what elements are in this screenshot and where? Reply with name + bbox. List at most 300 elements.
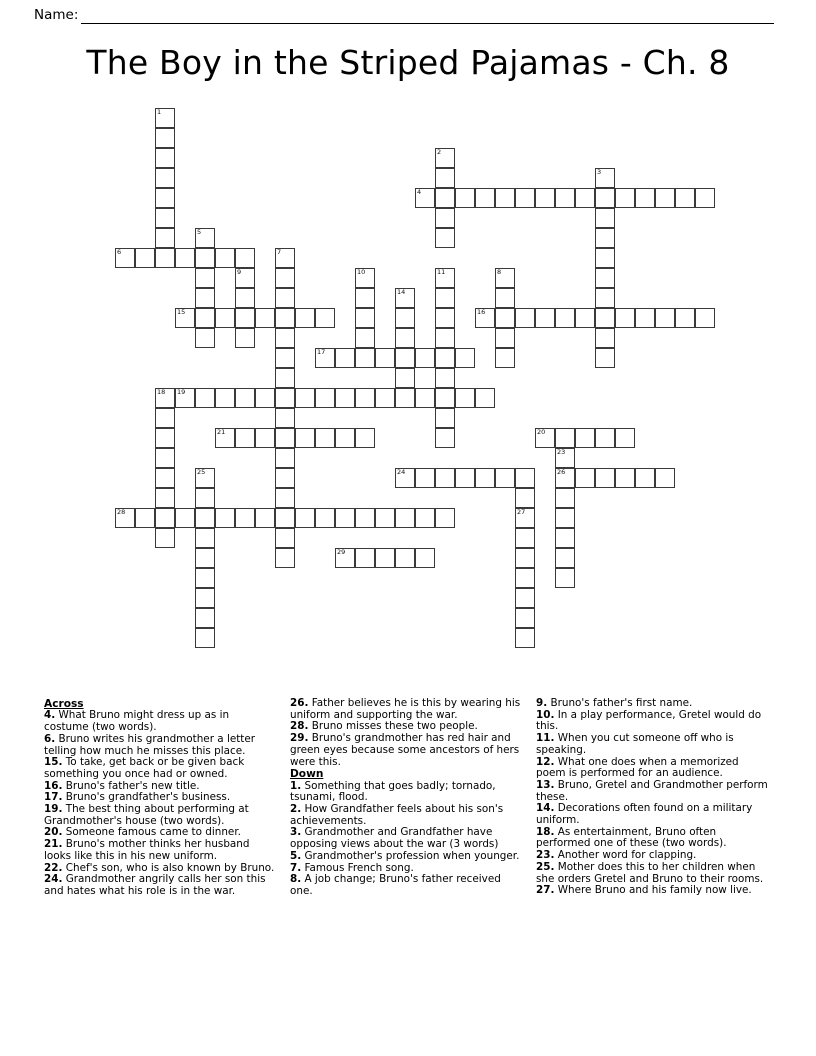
grid-cell[interactable] — [195, 308, 215, 328]
grid-cell[interactable] — [555, 548, 575, 568]
clue-number: 12. — [536, 755, 555, 768]
grid-cell[interactable] — [355, 508, 375, 528]
clue-number: 14. — [536, 802, 555, 815]
grid-cell-number: 2 — [437, 148, 442, 156]
grid-cell[interactable] — [255, 388, 275, 408]
grid-cell[interactable] — [295, 308, 315, 328]
grid-cell[interactable] — [475, 388, 495, 408]
grid-cell[interactable] — [155, 408, 175, 428]
clue-text: Bruno's grandfather's business. — [62, 791, 231, 804]
grid-cell-number: 20 — [537, 428, 546, 436]
grid-cell[interactable] — [375, 548, 395, 568]
grid-cell[interactable] — [275, 328, 295, 348]
grid-cell[interactable] — [395, 388, 415, 408]
grid-cell[interactable] — [335, 508, 355, 528]
grid-cell[interactable] — [675, 308, 695, 328]
grid-cell[interactable] — [275, 508, 295, 528]
grid-cell[interactable] — [195, 268, 215, 288]
grid-cell[interactable] — [435, 468, 455, 488]
clue-text: Bruno misses these two people. — [308, 720, 478, 733]
clue-number: 10. — [536, 708, 555, 721]
clue-text: Where Bruno and his family now live. — [554, 884, 752, 897]
grid-cell[interactable] — [515, 588, 535, 608]
grid-cell[interactable] — [515, 548, 535, 568]
grid-cell[interactable] — [275, 288, 295, 308]
grid-cell[interactable] — [555, 528, 575, 548]
grid-cell[interactable] — [155, 248, 175, 268]
grid-cell[interactable] — [635, 468, 655, 488]
clue-number: 19. — [44, 803, 63, 816]
grid-cell[interactable] — [515, 608, 535, 628]
grid-cell[interactable] — [475, 468, 495, 488]
grid-cell-number: 15 — [177, 308, 186, 316]
clue-number: 15. — [44, 756, 63, 769]
grid-cell[interactable] — [275, 528, 295, 548]
grid-cell[interactable] — [335, 548, 355, 568]
grid-cell-number: 8 — [497, 268, 502, 276]
clue-number: 2. — [290, 803, 302, 816]
grid-cell[interactable] — [195, 468, 215, 488]
grid-cell[interactable] — [435, 188, 455, 208]
grid-cell[interactable] — [375, 388, 395, 408]
clue-text: Father believes he is this by wearing his uniform and supporting the war. — [290, 697, 521, 721]
grid-cell-number: 14 — [397, 288, 406, 296]
grid-cell[interactable] — [395, 328, 415, 348]
grid-cell[interactable] — [635, 188, 655, 208]
grid-cell[interactable] — [435, 168, 455, 188]
grid-cell[interactable] — [515, 568, 535, 588]
grid-cell-number: 21 — [217, 428, 226, 436]
clue-item — [44, 874, 276, 897]
clue-number: 16. — [44, 779, 63, 792]
clue-item — [290, 874, 522, 897]
grid-cell[interactable] — [595, 428, 615, 448]
grid-cell[interactable] — [315, 388, 335, 408]
grid-cell[interactable] — [395, 288, 415, 308]
grid-cell-number: 17 — [317, 348, 326, 356]
grid-cell[interactable] — [275, 348, 295, 368]
grid-cell[interactable] — [195, 508, 215, 528]
grid-cell-number: 6 — [117, 248, 122, 256]
grid-cell[interactable] — [155, 148, 175, 168]
clue-item — [44, 757, 276, 780]
clue-text: What one does when a memorized poem is performed for an audience. — [536, 755, 739, 780]
grid-cell-number: 29 — [337, 548, 346, 556]
grid-cell[interactable] — [235, 288, 255, 308]
grid-cell[interactable] — [395, 348, 415, 368]
grid-cell[interactable] — [415, 188, 435, 208]
grid-cell[interactable] — [115, 508, 135, 528]
grid-cell[interactable] — [415, 468, 435, 488]
grid-cell[interactable] — [615, 188, 635, 208]
clue-text: Bruno writes his grandmother a letter telling how much he misses this place. — [44, 732, 256, 757]
clue-number: 20. — [44, 826, 63, 839]
grid-cell[interactable] — [475, 188, 495, 208]
grid-cell[interactable] — [355, 288, 375, 308]
clue-number: 27. — [536, 884, 555, 897]
clue-item — [536, 733, 768, 756]
grid-cell[interactable] — [435, 288, 455, 308]
clue-number: 25. — [536, 860, 555, 873]
grid-cell[interactable] — [155, 468, 175, 488]
grid-cell[interactable] — [415, 348, 435, 368]
clue-text: Bruno's father's new title. — [62, 779, 200, 792]
grid-cell[interactable] — [195, 388, 215, 408]
grid-cell-number: 18 — [157, 388, 166, 396]
grid-cell[interactable] — [215, 248, 235, 268]
grid-cell[interactable] — [155, 428, 175, 448]
clue-number: 26. — [290, 697, 309, 709]
grid-cell[interactable] — [435, 388, 455, 408]
grid-cell[interactable] — [315, 348, 335, 368]
clue-item — [44, 710, 276, 733]
grid-cell[interactable] — [515, 468, 535, 488]
clue-item — [536, 827, 768, 850]
clues-heading: Across — [44, 698, 84, 710]
grid-cell[interactable] — [195, 528, 215, 548]
grid-cell[interactable] — [435, 428, 455, 448]
grid-cell[interactable] — [195, 568, 215, 588]
grid-cell[interactable] — [435, 408, 455, 428]
grid-cell[interactable] — [395, 468, 415, 488]
clue-number: 28. — [290, 720, 309, 733]
grid-cell[interactable] — [155, 488, 175, 508]
grid-cell[interactable] — [115, 248, 135, 268]
grid-cell[interactable] — [275, 408, 295, 428]
clue-number: 4. — [44, 709, 56, 722]
grid-cell[interactable] — [155, 228, 175, 248]
grid-cell[interactable] — [335, 348, 355, 368]
grid-cell[interactable] — [275, 388, 295, 408]
grid-cell[interactable] — [595, 208, 615, 228]
grid-cell[interactable] — [175, 308, 195, 328]
grid-cell[interactable] — [295, 508, 315, 528]
grid-cell[interactable] — [155, 108, 175, 128]
grid-cell-number: 9 — [237, 268, 242, 276]
grid-cell[interactable] — [195, 228, 215, 248]
grid-cell[interactable] — [175, 388, 195, 408]
clue-number: 23. — [536, 849, 555, 862]
grid-cell[interactable] — [595, 328, 615, 348]
clue-item — [44, 804, 276, 827]
clue-item — [536, 780, 768, 803]
clues-column-2 — [290, 698, 522, 898]
clue-text: Decorations often found on a military uniform. — [536, 802, 753, 827]
clue-text: As entertainment, Bruno often performed one of these (two words). — [536, 825, 727, 850]
clue-item — [536, 862, 768, 885]
clue-text: Mother does this to her children when she orders Gretel and Bruno to their rooms. — [536, 860, 764, 885]
grid-cell[interactable] — [275, 448, 295, 468]
grid-cell[interactable] — [575, 468, 595, 488]
grid-cell[interactable] — [155, 388, 175, 408]
clue-text: Bruno's father's first name. — [547, 697, 693, 709]
grid-cell[interactable] — [155, 508, 175, 528]
grid-cell-number: 3 — [597, 168, 602, 176]
grid-cell[interactable] — [155, 168, 175, 188]
grid-cell[interactable] — [195, 608, 215, 628]
clue-number: 17. — [44, 791, 63, 804]
grid-cell-number: 25 — [197, 468, 206, 476]
clue-number: 7. — [290, 861, 302, 874]
grid-cell[interactable] — [295, 428, 315, 448]
grid-cell-number: 16 — [477, 308, 486, 316]
grid-cell[interactable] — [355, 428, 375, 448]
clue-item — [290, 827, 522, 850]
grid-cell-number: 28 — [117, 508, 126, 516]
grid-cell[interactable] — [475, 308, 495, 328]
grid-cell[interactable] — [195, 248, 215, 268]
grid-cell[interactable] — [435, 508, 455, 528]
clue-text: What Bruno might dress up as in costume (two words). — [44, 709, 230, 734]
grid-cell[interactable] — [435, 308, 455, 328]
grid-cell[interactable] — [155, 188, 175, 208]
grid-cell[interactable] — [495, 468, 515, 488]
grid-cell[interactable] — [455, 188, 475, 208]
grid-cell[interactable] — [355, 308, 375, 328]
grid-cell-number: 23 — [557, 448, 566, 456]
grid-cell[interactable] — [395, 508, 415, 528]
grid-cell[interactable] — [595, 228, 615, 248]
grid-cell[interactable] — [595, 348, 615, 368]
grid-cell-number: 10 — [357, 268, 366, 276]
clue-text: Something that goes badly; tornado, tsunami, flood. — [290, 779, 496, 804]
grid-cell[interactable] — [515, 508, 535, 528]
grid-cell[interactable] — [595, 168, 615, 188]
grid-cell[interactable] — [435, 368, 455, 388]
grid-cell[interactable] — [695, 188, 715, 208]
clue-number: 6. — [44, 732, 56, 745]
grid-cell[interactable] — [375, 508, 395, 528]
grid-cell[interactable] — [575, 188, 595, 208]
grid-cell[interactable] — [535, 308, 555, 328]
grid-cell-number: 19 — [177, 388, 186, 396]
clue-item — [44, 734, 276, 757]
grid-cell[interactable] — [355, 548, 375, 568]
grid-cell[interactable] — [355, 328, 375, 348]
grid-cell[interactable] — [595, 308, 615, 328]
clue-text: Another word for clapping. — [554, 849, 697, 862]
grid-cell[interactable] — [435, 208, 455, 228]
clue-text: Famous French song. — [301, 861, 414, 874]
grid-cell[interactable] — [195, 628, 215, 648]
grid-cell[interactable] — [555, 308, 575, 328]
grid-cell[interactable] — [335, 428, 355, 448]
grid-cell[interactable] — [555, 508, 575, 528]
grid-cell[interactable] — [315, 428, 335, 448]
grid-cell[interactable] — [315, 508, 335, 528]
clue-number: 29. — [290, 732, 309, 745]
grid-cell-number: 5 — [197, 228, 202, 236]
grid-cell[interactable] — [455, 388, 475, 408]
grid-cell[interactable] — [275, 308, 295, 328]
grid-cell[interactable] — [215, 388, 235, 408]
grid-cell[interactable] — [275, 428, 295, 448]
grid-cell[interactable] — [495, 268, 515, 288]
grid-cell[interactable] — [215, 308, 235, 328]
clues-section — [44, 698, 774, 978]
grid-cell[interactable] — [275, 488, 295, 508]
grid-cell[interactable] — [235, 328, 255, 348]
grid-cell[interactable] — [235, 388, 255, 408]
grid-cell[interactable] — [495, 308, 515, 328]
clue-item — [44, 839, 276, 862]
grid-cell[interactable] — [495, 348, 515, 368]
grid-cell[interactable] — [495, 288, 515, 308]
clue-text: The best thing about performing at Grandmother's house (two words). — [44, 803, 249, 827]
clue-number: 11. — [536, 732, 555, 745]
grid-cell[interactable] — [335, 388, 355, 408]
grid-cell-number: 11 — [437, 268, 446, 276]
clue-text: Grandmother's profession when younger. — [301, 849, 520, 862]
grid-cell[interactable] — [275, 368, 295, 388]
clue-text: Someone famous came to dinner. — [62, 826, 241, 839]
grid-cell[interactable] — [395, 308, 415, 328]
grid-cell[interactable] — [515, 528, 535, 548]
grid-cell[interactable] — [395, 548, 415, 568]
grid-cell[interactable] — [275, 548, 295, 568]
grid-cell[interactable] — [275, 248, 295, 268]
grid-cell[interactable] — [655, 468, 675, 488]
grid-cell[interactable] — [455, 348, 475, 368]
grid-cell[interactable] — [615, 428, 635, 448]
grid-cell[interactable] — [695, 308, 715, 328]
grid-cell[interactable] — [675, 188, 695, 208]
grid-cell[interactable] — [415, 508, 435, 528]
grid-cell[interactable] — [415, 388, 435, 408]
grid-cell[interactable] — [555, 448, 575, 468]
clue-text: Bruno's mother thinks her husband looks like this in his new uniform. — [44, 838, 250, 862]
grid-cell[interactable] — [275, 468, 295, 488]
grid-cell-number: 24 — [397, 468, 406, 476]
clue-item — [536, 803, 768, 826]
grid-cell[interactable] — [235, 428, 255, 448]
grid-cell[interactable] — [275, 268, 295, 288]
clue-item — [290, 804, 522, 827]
clues-heading: Down — [290, 768, 324, 781]
grid-cell[interactable] — [535, 188, 555, 208]
clue-item — [290, 781, 522, 804]
grid-cell[interactable] — [355, 268, 375, 288]
grid-cell[interactable] — [235, 268, 255, 288]
grid-cell[interactable] — [495, 188, 515, 208]
grid-cell[interactable] — [375, 348, 395, 368]
grid-cell[interactable] — [195, 488, 215, 508]
grid-cell[interactable] — [595, 288, 615, 308]
clue-number: 5. — [290, 849, 302, 862]
grid-cell[interactable] — [655, 308, 675, 328]
clue-item — [536, 710, 768, 733]
grid-cell[interactable] — [195, 588, 215, 608]
grid-cell[interactable] — [615, 308, 635, 328]
grid-cell[interactable] — [295, 388, 315, 408]
grid-cell[interactable] — [495, 328, 515, 348]
clue-number: 9. — [536, 697, 548, 709]
grid-cell[interactable] — [235, 308, 255, 328]
grid-cell[interactable] — [555, 468, 575, 488]
clue-number: 22. — [44, 861, 63, 874]
grid-cell[interactable] — [175, 248, 195, 268]
grid-cell[interactable] — [255, 508, 275, 528]
grid-cell[interactable] — [155, 208, 175, 228]
clues-column-3 — [536, 698, 768, 897]
grid-cell[interactable] — [235, 248, 255, 268]
grid-cell[interactable] — [515, 628, 535, 648]
grid-cell[interactable] — [155, 528, 175, 548]
name-label: Name: — [34, 7, 79, 23]
grid-cell[interactable] — [255, 428, 275, 448]
clue-number: 18. — [536, 825, 555, 838]
clue-number: 24. — [44, 873, 63, 886]
grid-cell[interactable] — [515, 188, 535, 208]
grid-cell[interactable] — [515, 308, 535, 328]
grid-cell[interactable] — [635, 308, 655, 328]
grid-cell[interactable] — [535, 428, 555, 448]
grid-cell-number: 7 — [277, 248, 282, 256]
grid-cell[interactable] — [355, 388, 375, 408]
grid-cell[interactable] — [135, 248, 155, 268]
grid-cell[interactable] — [595, 468, 615, 488]
grid-cell-number: 26 — [557, 468, 566, 476]
grid-cell[interactable] — [315, 308, 335, 328]
clue-item — [290, 733, 522, 768]
grid-cell[interactable] — [155, 128, 175, 148]
grid-cell[interactable] — [555, 188, 575, 208]
grid-cell[interactable] — [255, 308, 275, 328]
grid-cell[interactable] — [195, 288, 215, 308]
grid-cell[interactable] — [595, 248, 615, 268]
grid-cell[interactable] — [595, 188, 615, 208]
grid-cell[interactable] — [215, 428, 235, 448]
grid-cell[interactable] — [575, 308, 595, 328]
grid-cell[interactable] — [155, 448, 175, 468]
grid-cell[interactable] — [435, 148, 455, 168]
clue-number: 3. — [290, 826, 302, 839]
grid-cell[interactable] — [195, 548, 215, 568]
clue-text: Grandmother angrily calls her son this and hates what his role is in the war. — [44, 873, 266, 897]
grid-cell[interactable] — [435, 228, 455, 248]
grid-cell[interactable] — [555, 568, 575, 588]
clue-text: How Grandfather feels about his son's achievements. — [290, 803, 504, 827]
clue-item — [536, 757, 768, 780]
grid-cell[interactable] — [595, 268, 615, 288]
grid-cell[interactable] — [435, 328, 455, 348]
grid-cell[interactable] — [215, 508, 235, 528]
grid-cell[interactable] — [435, 348, 455, 368]
grid-cell[interactable] — [515, 488, 535, 508]
grid-cell[interactable] — [235, 508, 255, 528]
clue-text: Grandmother and Grandfather have opposing views about the war (3 words) — [290, 826, 499, 851]
clue-number: 1. — [290, 779, 302, 792]
grid-cell[interactable] — [415, 548, 435, 568]
clue-text: Bruno's grandmother has red hair and green eyes because some ancestors of hers were this. — [290, 732, 520, 768]
grid-cell[interactable] — [455, 468, 475, 488]
grid-cell[interactable] — [195, 328, 215, 348]
grid-cell[interactable] — [655, 188, 675, 208]
grid-cell[interactable] — [135, 508, 155, 528]
clue-item — [290, 698, 522, 721]
grid-cell[interactable] — [355, 348, 375, 368]
grid-cell[interactable] — [175, 508, 195, 528]
clue-text: When you cut someone off who is speaking. — [536, 732, 734, 756]
grid-cell[interactable] — [435, 268, 455, 288]
clues-column-1 — [44, 698, 276, 898]
clue-number: 8. — [290, 873, 302, 886]
grid-cell[interactable] — [395, 368, 415, 388]
grid-cell[interactable] — [575, 428, 595, 448]
grid-cell[interactable] — [555, 488, 575, 508]
grid-cell[interactable] — [555, 428, 575, 448]
grid-cell[interactable] — [615, 468, 635, 488]
